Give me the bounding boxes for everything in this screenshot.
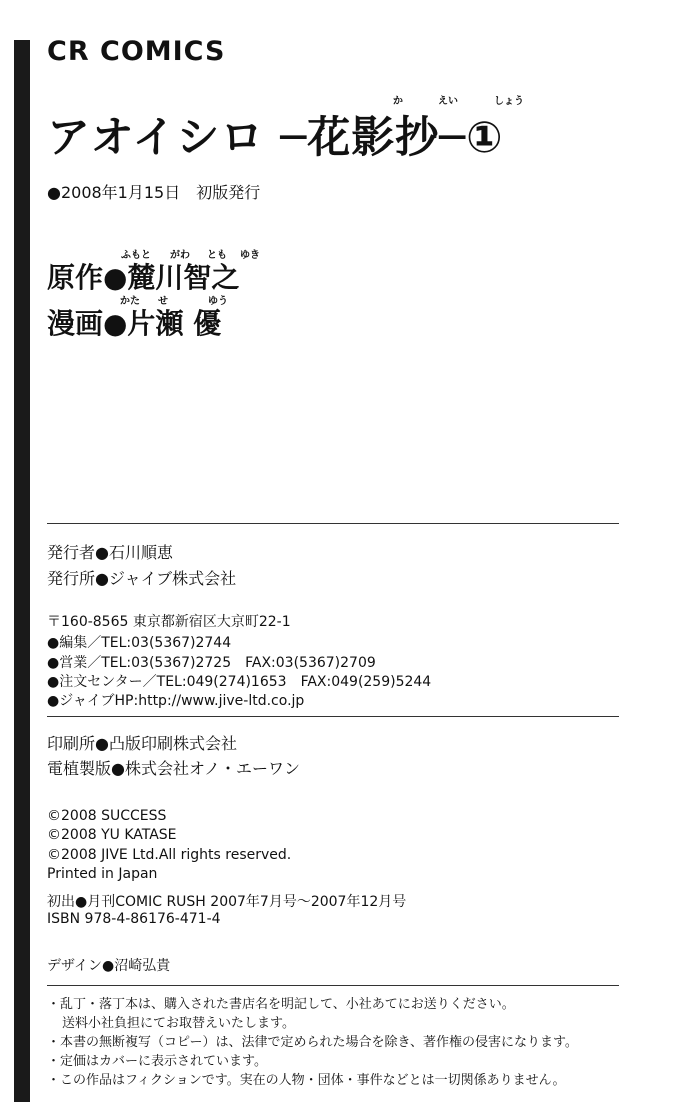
website-line: ●ジャイブHP:http://www.jive-ltd.co.jp bbox=[47, 693, 305, 709]
title-ruby-ei: えい bbox=[438, 96, 458, 107]
editorial-tel-line: ●編集／TEL:03(5367)2744 bbox=[47, 635, 232, 651]
divider-2 bbox=[47, 716, 619, 717]
notice-item: ・乱丁・落丁本は、購入された書店名を明記して、小社あてにお送りください。 bbox=[47, 997, 515, 1012]
address-line: 〒160-8565 東京都新宿区大京町22-1 bbox=[47, 614, 291, 630]
author-ruby-1: ふもと bbox=[121, 250, 151, 261]
imprint-logo: CR COMICS bbox=[47, 36, 226, 67]
author-ruby-3: とも bbox=[207, 250, 227, 261]
title-ruby-shou: しょう bbox=[494, 96, 524, 107]
divider-3 bbox=[47, 985, 619, 986]
notice-item: ・この作品はフィクションです。実在の人物・団体・事件などとは一切関係ありません。 bbox=[47, 1073, 566, 1088]
notices-block bbox=[47, 995, 578, 1090]
copyright-line-1: ©2008 SUCCESS bbox=[47, 808, 167, 824]
book-title: アオイシロ ─花影抄─① bbox=[47, 113, 504, 163]
publishing-house-line: 発行所●ジャイブ株式会社 bbox=[47, 569, 237, 588]
copyright-line-2: ©2008 YU KATASE bbox=[47, 827, 177, 843]
notice-item: 送料小社負担にてお取替えいたします。 bbox=[62, 1016, 295, 1031]
original-author-credit: 原作●麓川智之 bbox=[47, 261, 240, 294]
publication-date: ●2008年1月15日 初版発行 bbox=[47, 183, 261, 202]
author-ruby-4: ゆき bbox=[240, 250, 260, 261]
design-credit-line: デザイン●沼崎弘貴 bbox=[47, 958, 171, 974]
issuer-line: 発行者●石川順恵 bbox=[47, 543, 173, 562]
isbn-line: ISBN 978-4-86176-471-4 bbox=[47, 911, 221, 927]
title-ruby-ka: か bbox=[393, 96, 403, 107]
first-appearance-line: 初出●月刊COMIC RUSH 2007年7月号～2007年12月号 bbox=[47, 894, 407, 910]
printed-in-line: Printed in Japan bbox=[47, 866, 158, 882]
divider-1 bbox=[47, 523, 619, 524]
artist-ruby-3: ゆう bbox=[208, 296, 228, 307]
copyright-line-3: ©2008 JIVE Ltd.All rights reserved. bbox=[47, 847, 292, 863]
artist-ruby-1: かた bbox=[120, 296, 140, 307]
sales-tel-line: ●営業／TEL:03(5367)2725 FAX:03(5367)2709 bbox=[47, 655, 376, 671]
artist-ruby-2: せ bbox=[158, 296, 168, 307]
order-center-line: ●注文センター／TEL:049(274)1653 FAX:049(259)5244 bbox=[47, 674, 432, 690]
author-ruby-2: がわ bbox=[170, 250, 190, 261]
left-margin-bar bbox=[14, 40, 30, 1102]
printer-line: 印刷所●凸版印刷株式会社 bbox=[47, 734, 237, 753]
notice-item: ・定価はカバーに表示されています。 bbox=[47, 1054, 267, 1069]
manga-artist-credit: 漫画●片瀬 優 bbox=[47, 307, 222, 340]
typesetting-line: 電植製版●株式会社オノ・エーワン bbox=[47, 759, 301, 778]
notice-item: ・本書の無断複写（コピー）は、法律で定められた場合を除き、著作権の侵害になります。 bbox=[47, 1035, 578, 1050]
